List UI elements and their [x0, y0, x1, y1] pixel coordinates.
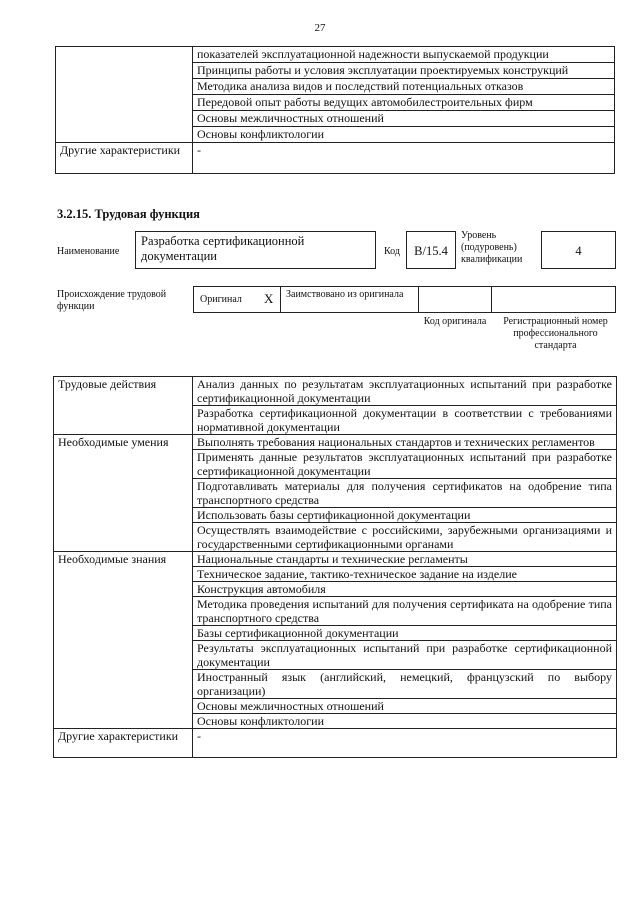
registration-number-caption: Регистрационный номер профессионального стандарта	[503, 316, 608, 351]
knowledge-item: показателей эксплуатационной надежности выпускаемой продукции	[193, 47, 615, 63]
skill-item: Использовать базы сертификационной документации	[193, 508, 617, 523]
labor-action-item: Анализ данных по результатам эксплуатационных испытаний при разработке сертификационной документации	[193, 377, 617, 406]
knowledge-item: Основы межличностных отношений	[193, 111, 615, 127]
knowledge-item: Методика анализа видов и последствий потенциальных отказов	[193, 79, 615, 95]
level-label: Уровень (подуровень) квалификации	[461, 230, 523, 265]
skill-item: Подготавливать материалы для получения сертификатов на одобрение типа транспортного средства	[193, 479, 617, 508]
origin-label: Происхождение трудовой функции	[57, 289, 167, 312]
other-characteristics-label: Другие характеристики	[54, 729, 193, 758]
original-code-box	[418, 286, 492, 313]
other-characteristics-label: Другие характеристики	[56, 143, 193, 174]
knowledge-item: Конструкция автомобиля	[193, 582, 617, 597]
registration-number-box	[491, 286, 616, 313]
table-cell-empty-label	[56, 47, 193, 143]
other-characteristics-value: -	[193, 729, 617, 758]
labor-actions-label: Трудовые действия	[54, 377, 193, 435]
function-name-box: Разработка сертификационной документации	[135, 231, 376, 269]
level-box: 4	[541, 231, 616, 269]
knowledge-item: Методика проведения испытаний для получения сертификата на одобрение типа транспортного средства	[193, 597, 617, 626]
original-box	[193, 286, 281, 313]
other-characteristics-value: -	[193, 143, 615, 174]
skill-item: Осуществлять взаимодействие с российскими, зарубежными организациями и государственными сертификационными органами	[193, 523, 617, 552]
original-mark: X	[264, 291, 274, 306]
labor-action-item: Разработка сертификационной документации в соответствии с требованиями нормативной документации	[193, 406, 617, 435]
knowledge-item: Базы сертификационной документации	[193, 626, 617, 641]
knowledge-item: Иностранный язык (английский, немецкий, французский по выбору организации)	[193, 670, 617, 699]
knowledge-item: Принципы работы и условия эксплуатации проектируемых конструкций	[193, 63, 615, 79]
code-label: Код	[384, 246, 400, 257]
knowledge-item: Основы конфликтологии	[193, 714, 617, 729]
original-code-caption: Код оригинала	[423, 316, 487, 327]
skill-item: Выполнять требования национальных стандартов и технических регламентов	[193, 435, 617, 450]
continued-knowledge-table	[55, 46, 615, 174]
knowledge-item: Национальные стандарты и технические регламенты	[193, 552, 617, 567]
name-label: Наименование	[57, 246, 120, 257]
original-label: Оригинал	[200, 294, 242, 305]
knowledge-item: Основы межличностных отношений	[193, 699, 617, 714]
skill-item: Применять данные результатов эксплуатационных испытаний при разработке сертификационной документации	[193, 450, 617, 479]
code-box: В/15.4	[406, 231, 456, 269]
knowledge-item: Передовой опыт работы ведущих автомобилестроительных фирм	[193, 95, 615, 111]
labor-function-table	[53, 376, 617, 758]
skills-label: Необходимые умения	[54, 435, 193, 552]
section-title: 3.2.15. Трудовая функция	[57, 207, 200, 221]
knowledge-item: Результаты эксплуатационных испытаний при разработке сертификационной документации	[193, 641, 617, 670]
borrowed-box: Заимствовано из оригинала	[280, 286, 419, 313]
knowledge-item: Основы конфликтологии	[193, 127, 615, 143]
page-number: 27	[314, 22, 326, 34]
knowledge-label: Необходимые знания	[54, 552, 193, 729]
knowledge-item: Техническое задание, тактико-техническое задание на изделие	[193, 567, 617, 582]
